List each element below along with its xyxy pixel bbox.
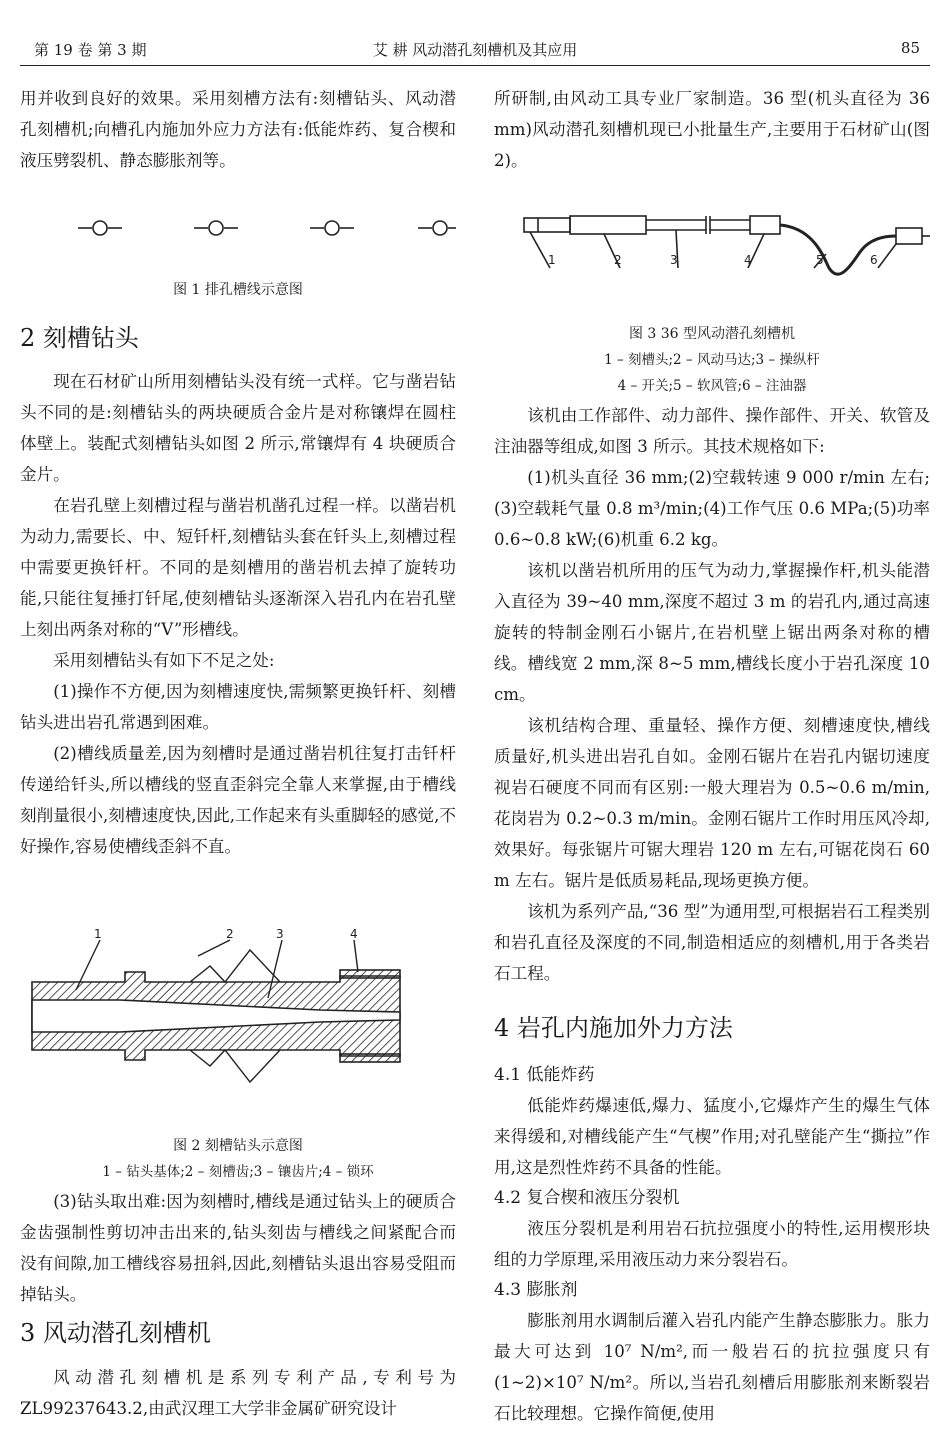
figure-1-caption: 图 1 排孔槽线示意图 bbox=[173, 282, 303, 298]
paragraph: 该机以凿岩机所用的压气为动力,掌握操作杆,机头能潜入直径为 39~40 mm,深度不超过 3 m 的岩孔内,通过高速旋转的特制金刚石小锯片,在岩机壁上锯出两条对称的槽线。槽线宽 2 mm,深 8~5 mm,槽线长度小于岩孔深度 10 cm。 bbox=[494, 561, 930, 704]
section-3-specs bbox=[494, 400, 930, 989]
leader-1 bbox=[530, 232, 550, 268]
figure-3-legend-2: 4 – 开关;5 – 软风管;6 – 注油器 bbox=[617, 378, 807, 394]
paragraph: (1)操作不方便,因为刻槽速度快,需频繁更换钎杆、刻槽钻头进出岩孔常遇到困难。 bbox=[20, 682, 456, 732]
section-2-continued bbox=[20, 1186, 456, 1310]
page-number: 85 bbox=[900, 39, 920, 57]
label-1: 1 bbox=[94, 927, 102, 941]
label-2: 2 bbox=[614, 253, 622, 267]
hole-marker-1 bbox=[78, 221, 122, 235]
leader-2 bbox=[198, 940, 230, 956]
figure-2-drawing bbox=[20, 926, 456, 1126]
figure-2-caption: 图 2 刻槽钻头示意图 bbox=[173, 1138, 303, 1154]
label-3: 3 bbox=[276, 927, 284, 941]
paragraph: 液压分裂机是利用岩石抗拉强度小的特性,运用楔形块组的力学原理,采用液压动力来分裂岩石。 bbox=[494, 1219, 930, 1269]
section-2-title: 2 刻槽钻头 bbox=[20, 324, 139, 352]
figure-3-legend-1: 1 – 刻槽头;2 – 风动马达;3 – 操纵杆 bbox=[604, 352, 820, 368]
paragraph: (3)钻头取出难:因为刻槽时,槽线是通过钻头上的硬质合金齿强制性剪切冲击出来的,钻头刻齿与槽线之间紧配合而没有间隙,加工槽线容易扭斜,因此,刻槽钻头退出容易受阻而掉钻头。 bbox=[20, 1192, 456, 1304]
paragraph: 现在石材矿山所用刻槽钻头没有统一式样。它与凿岩钻头不同的是:刻槽钻头的两块硬质合金片是对称镶焊在圆柱体壁上。装配式刻槽钻头如图 2 所示,常镶焊有 4 块硬质合金片。 bbox=[20, 372, 456, 484]
switch bbox=[750, 216, 780, 234]
label-5: 5 bbox=[816, 253, 824, 267]
lock-ring-lower bbox=[340, 1054, 400, 1062]
section-3-title: 3 风动潜孔刻槽机 bbox=[20, 1319, 211, 1347]
section-3-body bbox=[20, 1362, 456, 1424]
lubricator bbox=[896, 228, 922, 244]
figure-3-caption: 图 3 36 型风动潜孔刻槽机 bbox=[628, 326, 796, 342]
label-3: 3 bbox=[670, 253, 678, 267]
intro-paragraph: 用并收到良好的效果。采用刻槽方法有:刻槽钻头、风动潜孔刻槽机;向槽孔内施加外应力方法有:低能炸药、复合楔和液压劈裂机、静态膨胀剂等。 bbox=[20, 89, 456, 170]
section-3-continued: 所研制,由风动工具专业厂家制造。36 型(机头直径为 36 mm)风动潜孔刻槽机现已小批量生产,主要用于石材矿山(图 2)。 bbox=[494, 89, 930, 170]
figure-2-legend: 1 – 钻头基体;2 – 刻槽齿;3 – 镶齿片;4 – 锁环 bbox=[102, 1164, 374, 1180]
figure-3-drawing bbox=[494, 208, 930, 308]
label-6: 6 bbox=[870, 253, 878, 267]
label-4: 4 bbox=[350, 927, 358, 941]
subsection-4-2-title: 4.2 复合楔和液压分裂机 bbox=[494, 1188, 680, 1208]
hole-marker-2 bbox=[194, 221, 238, 235]
paragraph: 该机为系列产品,“36 型”为通用型,可根据岩石工程类别和岩孔直径及深度的不同,制造相适应的刻槽机,用于各类岩石工程。 bbox=[494, 902, 930, 983]
subsection-4-1-title: 4.1 低能炸药 bbox=[494, 1065, 595, 1085]
label-4: 4 bbox=[744, 253, 752, 267]
hole-marker-4 bbox=[418, 221, 456, 235]
section-4-title: 4 岩孔内施加外力方法 bbox=[494, 1014, 733, 1042]
paragraph: 该机结构合理、重量轻、操作方便、刻槽速度快,槽线质量好,机头进出岩孔自如。金刚石锯片在岩孔内锯切速度视岩石硬度不同而有区别:一般大理岩为 0.5~0.6 m/min,花岗岩为 0.2~0.3 m/min。金刚石锯片工作时用压风冷却,效果好。每张锯片可锯大理岩 120 m 左右,可锯花岗石 60 m 左右。锯片是低质易耗品,现场更换方便。 bbox=[494, 716, 930, 890]
figure-1-drawing bbox=[20, 208, 456, 258]
lock-ring bbox=[340, 970, 400, 978]
paragraph: 采用刻槽钻头有如下不足之处: bbox=[53, 651, 275, 670]
label-1: 1 bbox=[548, 253, 556, 267]
figure-3 bbox=[494, 208, 930, 308]
header-title: 艾 耕 风动潜孔刻槽机及其应用 bbox=[372, 41, 578, 59]
paragraph: (2)槽线质量差,因为刻槽时是通过凿岩机往复打击钎杆传递给钎头,所以槽线的竖直歪斜完全靠人来掌握,由于槽线刻削量很小,刻槽速度快,因此,工作起来有头重脚轻的感觉,不好操作,容易使槽线歪斜不直。 bbox=[20, 744, 456, 856]
cutting-tooth-upper bbox=[190, 950, 280, 982]
paragraph: 膨胀剂用水调制后灌入岩孔内能产生静态膨胀力。胀力最大可达到 10⁷ N/m²,而一般岩石的抗拉强度只有(1~2)×10⁷ N/m²。所以,当岩孔刻槽后用膨胀剂来断裂岩石比较理想。它操作简便,使用 bbox=[494, 1311, 930, 1423]
label-2: 2 bbox=[226, 927, 234, 941]
figure-2 bbox=[20, 926, 456, 1126]
leader-6 bbox=[878, 244, 896, 268]
section-4-body bbox=[494, 1060, 930, 1429]
section-2-body bbox=[20, 366, 456, 862]
cutting-head bbox=[524, 218, 570, 232]
header-volume: 第 19 卷 第 3 期 bbox=[34, 41, 147, 59]
subsection-4-3-title: 4.3 膨胀剂 bbox=[494, 1280, 578, 1300]
running-header bbox=[20, 35, 930, 66]
paragraph: (1)机头直径 36 mm;(2)空载转速 9 000 r/min 左右;(3)空载耗气量 0.8 m³/min;(4)工作气压 0.6 MPa;(5)功率 0.6~0.8 kW;(6)机重 6.2 kg。 bbox=[494, 468, 930, 549]
hole-marker-3 bbox=[310, 221, 354, 235]
figure-1 bbox=[20, 208, 456, 268]
paragraph: 低能炸药爆速低,爆力、猛度小,它爆炸产生的爆生气体来得缓和,对槽线能产生“气楔”作用;对孔壁能产生“撕拉”作用,这是烈性炸药不具备的性能。 bbox=[494, 1096, 930, 1177]
air-motor bbox=[570, 216, 646, 234]
paragraph: 该机由工作部件、动力部件、操作部件、开关、软管及注油器等组成,如图 3 所示。其技术规格如下: bbox=[494, 406, 930, 456]
leader-4 bbox=[354, 940, 358, 972]
paragraph: 在岩孔壁上刻槽过程与凿岩机凿孔过程一样。以凿岩机为动力,需要长、中、短钎杆,刻槽钻头套在钎头上,刻槽过程中需要更换钎杆。不同的是刻槽用的凿岩机去掉了旋转功能,只能往复捶打钎尾,使刻槽钻头逐渐深入岩孔内在岩孔壁上刻出两条对称的“V”形槽线。 bbox=[20, 496, 456, 639]
cutting-tooth-lower bbox=[190, 1050, 280, 1082]
paragraph: 风动潜孔刻槽机是系列专利产品,专利号为 ZL99237643.2,由武汉理工大学非金属矿研究设计 bbox=[20, 1368, 456, 1418]
